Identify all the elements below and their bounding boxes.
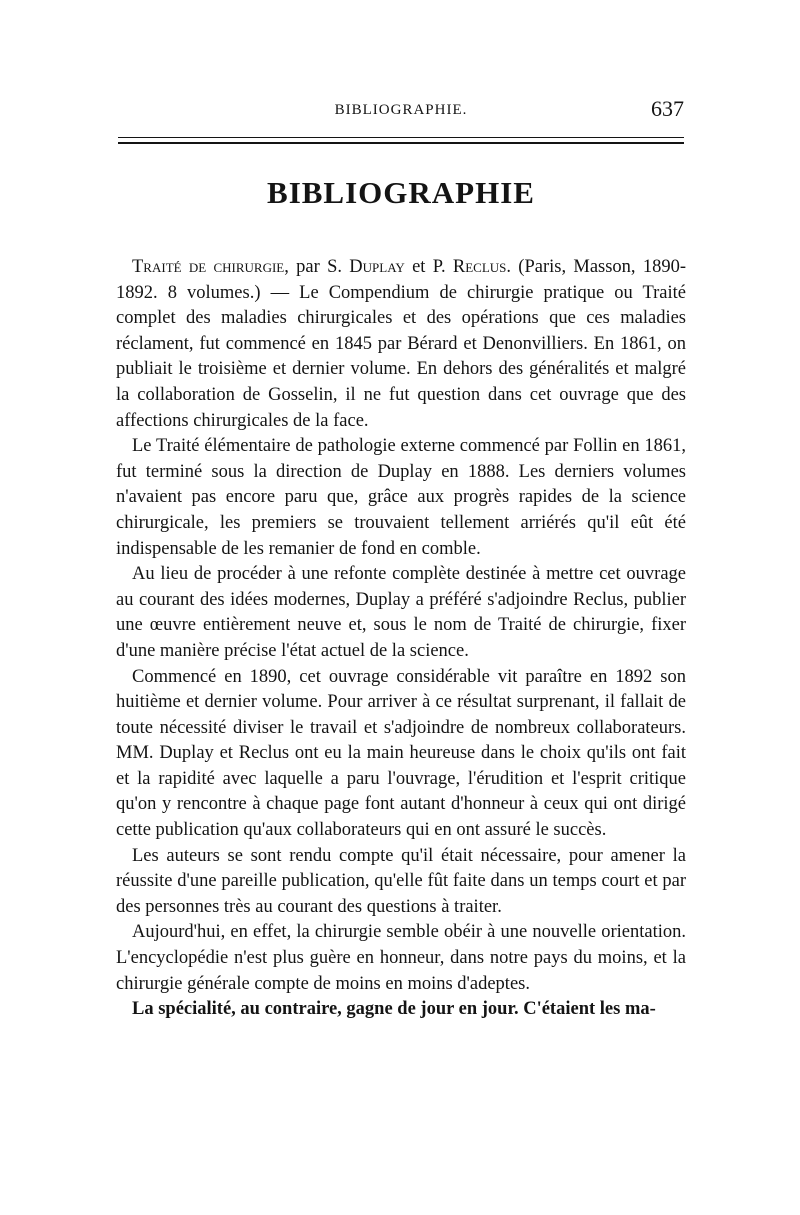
running-title: BIBLIOGRAPHIE.: [334, 102, 468, 118]
bibliography-text: [116, 255, 686, 1023]
paragraph-5: Les auteurs se sont rendu compte qu'il était nécessaire, pour amener la réussite d'une pareille publication, qu'elle fût faite dans un temps court et par des personnes très au courant des questions à traiter.: [116, 845, 686, 917]
header-rule-top: [118, 137, 684, 138]
paragraph-2: Le Traité élémentaire de pathologie externe commencé par Follin en 1861, fut terminé sous la direction de Duplay en 1888. Les derniers volumes n'avaient pas encore paru que, grâce aux progrès rapides de la science chirurgicale, les premiers se trouvaient tellement arriérés qu'il eût été indispensable de les remanier de fond en comble.: [116, 436, 686, 559]
work-title: Traité de chirurgie,: [132, 257, 289, 277]
paragraph-1-by: par: [288, 257, 328, 277]
page-number: 637: [651, 96, 684, 121]
paragraph-6: Aujourd'hui, en effet, la chirurgie semble obéir à une nouvelle orientation. L'encyclopédie n'est plus guère en honneur, dans notre pays du moins, et la chirurgie générale compte de moins en moins d'adeptes.: [116, 922, 686, 994]
paragraph-4: Commencé en 1890, cet ouvrage considérable vit paraître en 1892 son huitième et dernier volume. Pour arriver à ce résultat surprenant, il fallait de toute nécessité diviser le travail et s'adjoindre de nombreux collaborateurs. MM. Duplay et Reclus ont eu la main heureuse dans le choix qu'ils ont fait et la rapidité avec laquelle a paru l'ouvrage, l'érudition et l'esprit critique qu'on y rencontre à chaque page font autant d'honneur à ceux qui ont dirigé cette publication qu'aux collaborateurs qui en ont assuré le succès.: [116, 666, 686, 841]
running-head: [118, 98, 684, 128]
author-duplay: S. Duplay: [327, 257, 405, 277]
section-heading: BIBLIOGRAPHIE: [267, 175, 535, 210]
header-rule-bottom: [118, 142, 684, 144]
paragraph-1-text: (Paris, Masson, 1890-1892. 8 volumes.) — Le Compendium de chirurgie pratique ou Traité complet des maladies chirurgicales et des opérations que ces maladies réclament, fut commencé en 1845 par Bérard et Denonvilliers. En 1861, on publiait le troisième et dernier volume. En dehors des généralités et malgré la collaboration de Gosselin, il ne fut question dans cet ouvrage que des affections chirurgicales de la face.: [116, 257, 687, 431]
paragraph-7: La spécialité, au contraire, gagne de jour en jour. C'étaient les ma-: [132, 999, 656, 1020]
paragraph-3: Au lieu de procéder à une refonte complète destinée à mettre cet ouvrage au courant des idées modernes, Duplay a préféré s'adjoindre Reclus, publier une œuvre entièrement neuve et, sous le nom de Traité de chirurgie, fixer d'une manière précise l'état actuel de la science.: [116, 564, 686, 661]
paragraph-1-and: et: [404, 257, 433, 277]
paragraph-1: [116, 255, 686, 434]
author-reclus: P. Reclus.: [432, 257, 512, 277]
